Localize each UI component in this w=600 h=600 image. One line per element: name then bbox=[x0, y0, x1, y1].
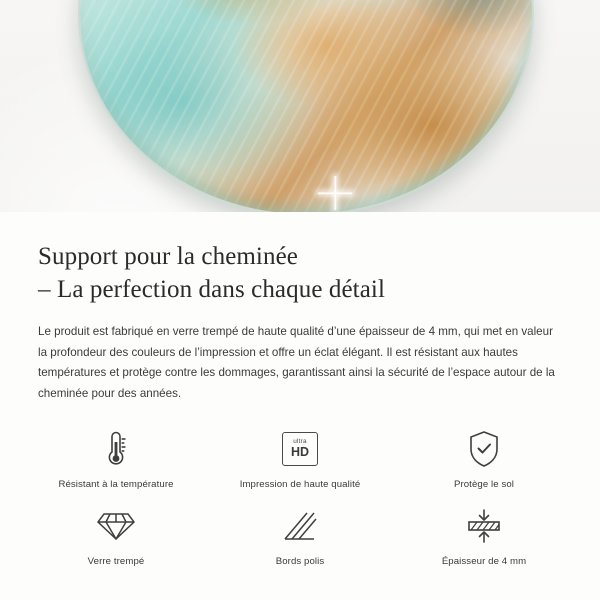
feature-label: Protège le sol bbox=[453, 478, 515, 490]
feature-item-print-quality bbox=[208, 427, 392, 490]
feature-label: Épaisseur de 4 mm bbox=[441, 555, 527, 567]
feature-label: Verre trempé bbox=[87, 555, 145, 567]
round-glass-panel bbox=[78, 0, 534, 212]
hero-product-image bbox=[0, 0, 600, 212]
thermometer-icon bbox=[103, 427, 129, 471]
feature-grid bbox=[0, 405, 600, 567]
badge-top-text: ultra bbox=[293, 437, 307, 445]
badge-bottom-text: HD bbox=[290, 444, 310, 459]
description-paragraph: Le produit est fabriqué en verre trempé de haute qualité d’une épaisseur de 4 mm, qui met en valeur la profondeur des couleurs de l’impression et offre un éclat élégant. Il est résistant aux hautes températures et protège contre les dommages, garantissant ainsi la sécurité de l’espace autour de la cheminée pour des années. bbox=[38, 325, 555, 400]
feature-label: Résistant à la température bbox=[58, 478, 174, 490]
feature-item-floor-protection bbox=[392, 427, 576, 490]
page-title-line-1: Support pour la cheminée bbox=[38, 243, 298, 270]
polished-edges-icon bbox=[283, 504, 317, 548]
feature-item-polished-edges bbox=[208, 504, 392, 567]
page-title bbox=[38, 240, 562, 306]
shield-check-icon bbox=[467, 427, 501, 471]
thickness-arrows-icon bbox=[464, 504, 504, 548]
diamond-icon bbox=[96, 504, 136, 548]
page-title-line-2: – La perfection dans chaque détail bbox=[38, 276, 385, 303]
feature-item-temperature bbox=[24, 427, 208, 490]
ultra-hd-badge-icon bbox=[282, 427, 318, 471]
feature-item-tempered-glass bbox=[24, 504, 208, 567]
feature-label: Impression de haute qualité bbox=[239, 478, 361, 490]
feature-label: Bords polis bbox=[275, 555, 325, 567]
feature-item-thickness bbox=[392, 504, 576, 567]
text-content bbox=[0, 212, 600, 405]
